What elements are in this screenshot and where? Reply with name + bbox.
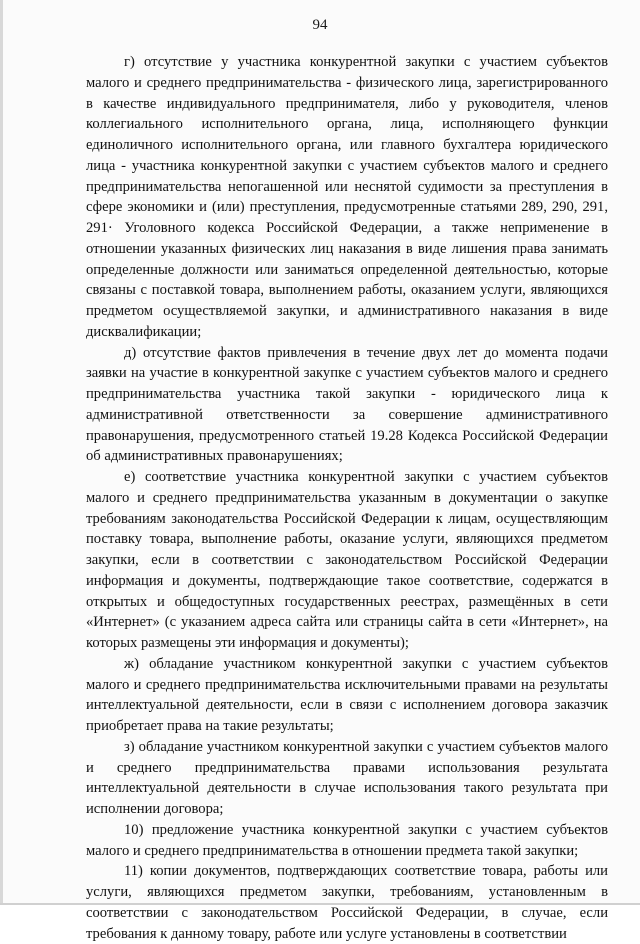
paragraph-11: 11) копии документов, подтверждающих соответствие товара, работы или услуги, являющихся предметом закупки, требованиям, установленным в соответствии с законодательством Российской Федерации, в случае, если требования к данному товару, работе или услуге установлены в соответствии — [86, 863, 608, 942]
document-body — [86, 52, 608, 944]
paragraph-zh: ж) обладание участником конкурентной закупки с участием субъектов малого и среднего предпринимательства исключительными правами на результаты интеллектуальной деятельности, если в связи с исполнением договора заказчик приобретает права на такие результаты; — [86, 655, 608, 734]
paragraph-d: д) отсутствие фактов привлечения в течение двух лет до момента подачи заявки на участие в конкурентной закупке с участием субъектов малого и среднего предпринимательства участника такой закупки - юридического лица к административной ответственности за совершение административного правонарушения, предусмотренного статьей 19.28 Кодекса Российской Федерации об административных правонарушениях; — [86, 344, 608, 465]
paragraph-e: е) соответствие участника конкурентной закупки с участием субъектов малого и среднего предпринимательства указанным в документации о закупке требованиям законодательства Российской Федерации к лицам, осуществляющим поставку товара, выполнение работы, оказание услуги, являющихся предметом закупки, если в соответствии с законодательством Российской Федерации информация и документы, подтверждающие такое соответствие, содержатся в открытых и общедоступных государственных реестрах, размещённых в сети «Интернет» (с указанием адреса сайта или страницы сайта в сети «Интернет», на которых размещены эти информация и документы); — [86, 469, 608, 651]
paragraph-10: 10) предложение участника конкурентной закупки с участием субъектов малого и среднего предпринимательства в отношении предмета такой закупки; — [86, 821, 608, 859]
page-number: 94 — [312, 17, 328, 33]
paragraph-z: з) обладание участником конкурентной закупки с участием субъектов малого и среднего предпринимательства правами использования результата интеллектуальной деятельности в случае использования такого результата при исполнении договора; — [86, 738, 608, 817]
paragraph-g: г) отсутствие у участника конкурентной закупки с участием субъектов малого и среднего предпринимательства - физического лица, зарегистрированного в качестве индивидуального предпринимателя, либо у руководителя, членов коллегиального исполнительного органа, лица, исполняющего функции единоличного исполнительного органа, или главного бухгалтера юридического лица - участника конкурентной закупки с участием субъектов малого и среднего предпринимательства непогашенной или неснятой судимости за преступления в сфере экономики и (или) преступления, предусмотренные статьями 289, 290, 291, 291· Уголовного кодекса Российской Федерации, а также неприменение в отношении указанных физических лиц наказания в виде лишения права занимать определенные должности или заниматься определенной деятельностью, которые связаны с поставкой товара, выполнением работы, оказанием услуги, являющихся предметом осуществляемой закупки, и административного наказания в виде дисквалификации; — [86, 54, 608, 340]
scan-edge-left — [0, 0, 3, 905]
